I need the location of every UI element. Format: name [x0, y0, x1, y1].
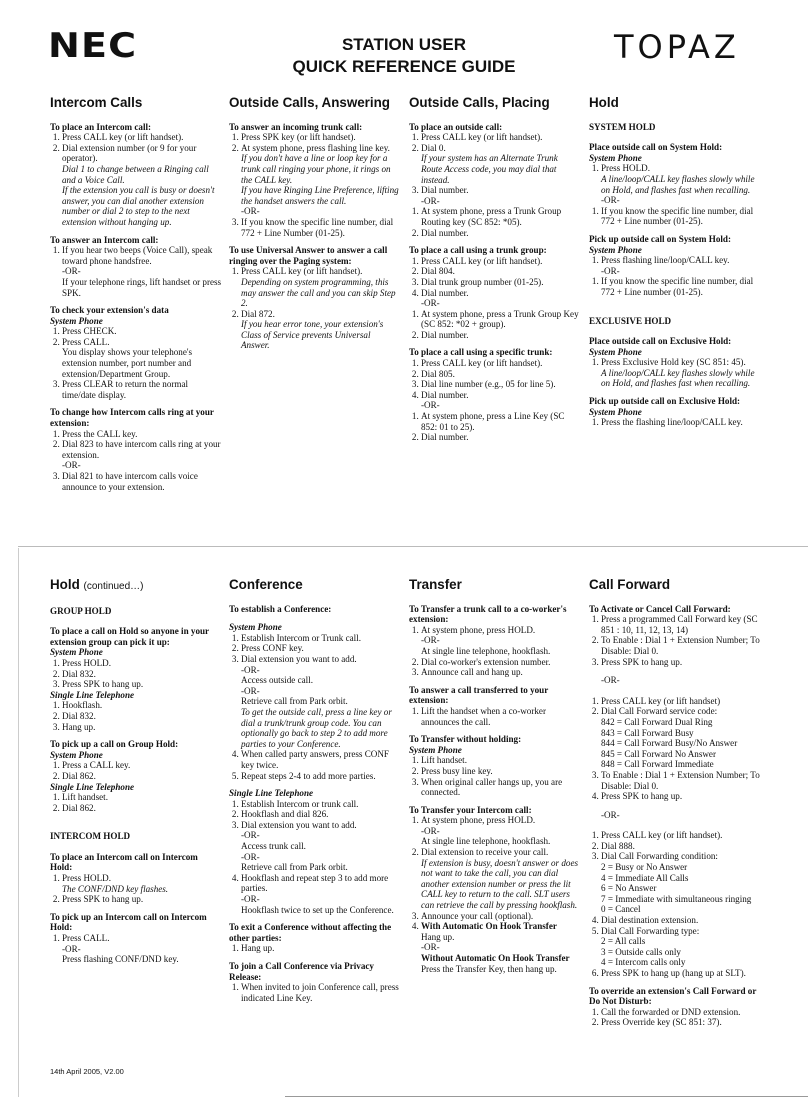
step: 1. Establish Intercom or Trunk call.	[241, 633, 401, 644]
step: 2. Dial 888.	[601, 841, 761, 852]
pickup-system-hold-section	[589, 234, 761, 298]
or-separator: -OR-	[62, 266, 81, 277]
or-separator: -OR-	[421, 400, 440, 411]
step: 3. Press SPK to hang up.	[62, 679, 222, 690]
note: If the extension you call is busy or doesn't answer, you can dial another extension number or dial 2 to step to the next extension without hanging up.	[62, 185, 215, 227]
place-intercom-section	[50, 122, 222, 228]
step: 4. Dial number. -OR-	[421, 288, 581, 309]
step: 2. At system phone, press flashing line key. If you don't have a line or loop key for a trunk call ringing your phone, it rings on the CALL key. If you have Ringing Line Preference, lifting the handset answers the call. -OR-	[241, 143, 401, 217]
step: 2. Dial co-worker's extension number.	[421, 657, 581, 668]
code-line: 842 = Call Forward Dual Ring	[601, 716, 713, 727]
code-line: 6 = No Answer	[601, 883, 657, 894]
step: 2. Dial extension to receive your call. If extension is busy, doesn't answer or does not want to take the call, you can dial another extension number or press the lit CALL key to return to the call. SLT users can retrieve the call by pressing hookflash.	[421, 847, 581, 911]
step: 1. Press CALL key (or lift handset).	[421, 256, 581, 267]
or-separator: -OR-	[421, 942, 440, 953]
step: 3. Dial number. -OR-	[421, 185, 581, 206]
title-line-1: STATION USER	[341, 35, 467, 54]
code-line: 2 = All calls	[601, 936, 646, 947]
transfer-heading: Transfer	[409, 577, 462, 592]
or-separator: -OR-	[421, 825, 440, 836]
trunk-group-section	[409, 245, 581, 340]
step: 4. Press SPK to hang up.	[601, 791, 761, 802]
step: 3. Dial extension you want to add. -OR- Access trunk call. -OR- Retrieve call from Park orbit.	[241, 820, 401, 873]
subsection-label: System Phone	[50, 749, 103, 760]
section-title: To change how Intercom calls ring at your extension:	[50, 407, 214, 429]
page-divider	[18, 546, 808, 547]
or-separator: -OR-	[241, 206, 260, 217]
left-rule	[18, 548, 19, 1097]
step: 3. Announce call and hang up.	[421, 667, 581, 678]
placing-column	[409, 95, 581, 450]
step: 1. When invited to join Conference call, press indicated Line Key.	[241, 982, 401, 1003]
step: 1. If you hear two beeps (Voice Call), speak toward phone handsfree. -OR- If your telephone rings, lift handset or press SPK.	[62, 245, 222, 298]
step: 1. Press HOLD. The CONF/DND key flashes.	[62, 873, 222, 894]
subsection-label: Single Line Telephone	[50, 689, 135, 700]
answer-trunk-section	[229, 122, 401, 239]
answering-heading: Outside Calls, Answering	[229, 95, 390, 110]
topaz-logo: TOPAZ	[614, 28, 740, 66]
step: 2. Dial number.	[421, 228, 581, 239]
step: 2. Dial 823 to have intercom calls ring at your extension. -OR-	[62, 439, 222, 471]
section-title: Place outside call on Exclusive Hold:	[589, 336, 732, 347]
place-system-hold-section	[589, 142, 761, 227]
step: 1. Press SPK key (or lift handset).	[241, 132, 401, 143]
group-hold-label: GROUP HOLD	[50, 605, 112, 616]
subsection-label: System Phone	[409, 744, 462, 755]
code-line: 3 = Outside calls only	[601, 946, 681, 957]
step: 2. Dial 862.	[62, 771, 222, 782]
step-alt: If your telephone rings, lift handset or press SPK.	[62, 276, 222, 298]
transfer-no-hold-section	[409, 734, 581, 798]
step: 1. Press the CALL key.	[62, 429, 222, 440]
or-separator: -OR-	[601, 265, 620, 276]
step: 1. Establish Intercom or trunk call.	[241, 799, 401, 810]
section-title: To answer a call transferred to your extension:	[409, 684, 549, 706]
step: 1. Lift the handset when a co-worker announces the call.	[421, 706, 581, 727]
step: 1. Press CALL key (or lift handset)	[601, 696, 761, 707]
step: 1. Press HOLD.	[62, 658, 222, 669]
activate-forward-section	[589, 604, 761, 979]
note: A line/loop/CALL key flashes slowly while on Hold, and flashes fast when recalling.	[601, 173, 755, 195]
or-separator: -OR-	[241, 851, 260, 862]
subsection-label: System Phone	[50, 315, 103, 326]
section-title: Place outside call on System Hold:	[589, 142, 723, 153]
step: 1. At system phone, press HOLD. -OR- At single line telephone, hookflash.	[421, 815, 581, 847]
step: 2. Dial 804.	[421, 266, 581, 277]
step: 2. Press Override key (SC 851: 37).	[601, 1017, 761, 1028]
step: 3. When original caller hangs up, you are connected.	[421, 777, 581, 798]
answer-intercom-section	[50, 235, 222, 299]
step: 1. Call the forwarded or DND extension.	[601, 1007, 761, 1018]
or-separator: -OR-	[241, 830, 260, 841]
place-group-hold-section	[50, 626, 222, 732]
step: 2. To Enable : Dial 1 + Extension Number; To Disable: Dial 0.	[601, 635, 761, 656]
step: 1. If you know the specific line number, dial 772 + Line number (01-25).	[601, 276, 761, 297]
step: 6. Press SPK to hang up (hang up at SLT).	[601, 968, 761, 979]
or-separator: -OR-	[601, 195, 620, 206]
section-title: To Transfer without holding:	[409, 734, 522, 745]
privacy-release-section	[229, 961, 401, 1003]
or-separator: -OR-	[421, 195, 440, 206]
code-line: 845 = Call Forward No Answer	[601, 748, 716, 759]
step: 1. Press flashing line/loop/CALL key. -OR-	[601, 255, 761, 276]
subsection-label: System Phone	[589, 406, 642, 417]
note: To get the outside call, press a line key or dial a trunk/trunk group code. You can optionally go back to step 2 to add more parties to your Conference.	[241, 706, 392, 749]
call-forward-heading: Call Forward	[589, 577, 671, 592]
or-separator: -OR-	[241, 664, 260, 675]
step-alt: At single line telephone, hookflash.	[421, 836, 551, 847]
section-title: To place a call on Hold so anyone in your extension group can pick it up:	[50, 626, 209, 647]
subsection-label: System Phone	[589, 152, 642, 163]
specific-trunk-section	[409, 347, 581, 442]
note: The CONF/DND key flashes.	[62, 883, 169, 894]
section-title: To place a call using a trunk group:	[409, 245, 547, 256]
section-title: To pick up a call on Group Hold:	[50, 739, 179, 750]
section-title: Pick up outside call on System Hold:	[589, 233, 731, 244]
system-hold-label: SYSTEM HOLD	[589, 121, 656, 132]
override-forward-section	[589, 986, 761, 1028]
subsection-label: System Phone	[589, 346, 642, 357]
step: 3. Press CLEAR to return the normal time/date display.	[62, 379, 222, 400]
subsection-label: System Phone	[589, 244, 642, 255]
step-alt: Hookflash twice to set up the Conference.	[241, 904, 394, 915]
step: 3. If you know the specific line number, dial 772 + Line Number (01-25).	[241, 217, 401, 238]
code-line: 4 = Intercom calls only	[601, 957, 686, 968]
note: If you hear error tone, your extension's Class of Service prevents Universal Answer.	[241, 319, 384, 351]
slt-conference-section	[229, 788, 401, 915]
section-title: To place a call using a specific trunk:	[409, 347, 553, 358]
step: 3. Hang up.	[62, 722, 222, 733]
step-alt: Press flashing CONF/DND key.	[62, 954, 179, 965]
or-separator: -OR-	[601, 675, 620, 686]
intercom-heading: Intercom Calls	[50, 95, 143, 110]
step: 2. Dial Call Forward service code: 842 = Call Forward Dual Ring 843 = Call Forward Busy 844 = Call Forward Busy/No Answer 845 = Call Forward No Answer 848 = Call Forward Immediate	[601, 706, 761, 770]
note: If you have Ringing Line Preference, lifting the handset answers the call.	[241, 185, 399, 206]
subsection-label: Single Line Telephone	[229, 788, 314, 799]
code-line: 848 = Call Forward Immediate	[601, 759, 714, 770]
step: 1. Press CALL key (or lift handset).	[601, 830, 761, 841]
section-title: To answer an incoming trunk call:	[229, 121, 363, 132]
placing-heading: Outside Calls, Placing	[409, 95, 550, 110]
conference-heading: Conference	[229, 577, 303, 592]
establish-conference-section	[229, 604, 401, 782]
step: 4. Hookflash and repeat step 3 to add more parties. -OR- Hookflash twice to set up the Conference.	[241, 873, 401, 915]
section-title: To use Universal Answer to answer a call ringing over the Paging system:	[229, 245, 388, 266]
step: 1. If you know the specific line number, dial 772 + Line number (01-25).	[601, 206, 761, 227]
code-line: 2 = Busy or No Answer	[601, 862, 688, 873]
step: 2. Dial 0. If your system has an Alternate Trunk Route Access code, you may dial that instead.	[421, 143, 581, 185]
step: 2. Dial 832.	[62, 669, 222, 680]
or-separator: -OR-	[241, 894, 260, 905]
step-alt: Retrieve call from Park orbit.	[241, 862, 348, 873]
step: 4. Dial destination extension.	[601, 915, 761, 926]
note: Dial 1 to change between a Ringing call and a Voice Call.	[62, 163, 209, 185]
check-extension-section	[50, 305, 222, 400]
step: 3. Dial extension you want to add. -OR- Access outside call. -OR- Retrieve call from Park orbit. To get the outside call, press a line key or dial a trunk/trunk group code. You can optionally go back to step 2 to add more parties to your Conference.	[241, 654, 401, 749]
hold-continued-heading: Hold (continued…)	[50, 577, 144, 592]
step: 1. Press a CALL key.	[62, 760, 222, 771]
step: 2. Hookflash and dial 826.	[241, 809, 401, 820]
subsection-label: Single Line Telephone	[50, 781, 135, 792]
step: 1. At system phone, press a Trunk Group Routing key (SC 852: *05).	[421, 206, 581, 227]
hold-column	[589, 95, 761, 435]
step: 3. Press SPK to hang up.	[601, 657, 761, 668]
or-separator: -OR-	[421, 298, 440, 309]
section-title: To place an Intercom call on Intercom Hold:	[50, 851, 198, 873]
transfer-column	[409, 577, 581, 981]
section-title: To join a Call Conference via Privacy Release:	[229, 961, 374, 982]
call-forward-column	[589, 577, 761, 1035]
step: 2. Dial 805.	[421, 369, 581, 380]
section-title: To Transfer your Intercom call:	[409, 804, 532, 815]
code-line: 7 = Immediate with simultaneous ringing	[601, 893, 752, 904]
step: 1. At system phone, press HOLD. -OR- At single line telephone, hookflash.	[421, 625, 581, 657]
section-title: To place an outside call:	[409, 121, 503, 132]
step: 1. Press HOLD. A line/loop/CALL key flashes slowly while on Hold, and flashes fast when recalling. -OR-	[601, 163, 761, 205]
transfer-intercom-section	[409, 805, 581, 975]
step: 1. Press the flashing line/loop/CALL key.	[601, 417, 761, 428]
pickup-intercom-hold-section	[50, 912, 222, 965]
place-intercom-hold-section	[50, 852, 222, 905]
section-title: To override an extension's Call Forward or Do Not Disturb:	[589, 985, 757, 1007]
change-ring-section	[50, 407, 222, 492]
continued-label: (continued…)	[83, 581, 144, 592]
note: Depending on system programming, this may answer the call and you can skip Step 2.	[241, 276, 396, 309]
code-line: 0 = Cancel	[601, 904, 641, 915]
step: 2. Press CONF key.	[241, 643, 401, 654]
place-exclusive-hold-section	[589, 336, 761, 389]
step: 3. Dial 821 to have intercom calls voice announce to your extension.	[62, 471, 222, 492]
or-separator: -OR-	[601, 809, 620, 820]
step: 1. Press CALL. -OR- Press flashing CONF/DND key.	[62, 933, 222, 965]
step-alt: Access trunk call.	[241, 841, 306, 852]
code-line: 4 = Immediate All Calls	[601, 872, 689, 883]
step: 5. Dial Call Forwarding type: 2 = All calls 3 = Outside calls only 4 = Intercom calls only	[601, 926, 761, 968]
step: 2. Dial number.	[421, 432, 581, 443]
exit-conference-section	[229, 922, 401, 954]
section-title: To exit a Conference without affecting the other parties:	[229, 922, 392, 943]
version-date: 14th April 2005, V2.00	[50, 1067, 124, 1076]
step: 1. At system phone, press a Trunk Group Key (SC 852: *02 + group).	[421, 309, 581, 330]
step: 2. Dial 862.	[62, 803, 222, 814]
step: 1. Hang up.	[241, 943, 401, 954]
answering-column	[229, 95, 401, 358]
section-title: To check your extension's data	[50, 305, 169, 316]
or-separator: -OR-	[62, 943, 81, 954]
step: 2. Dial 872. If you hear error tone, your extension's Class of Service prevents Universal Answer.	[241, 309, 401, 351]
pickup-group-hold-section	[50, 739, 222, 813]
nec-logo: NEC	[48, 26, 138, 66]
note: If you don't have a line or loop key for a trunk call ringing your phone, it rings on the CALL key.	[241, 153, 391, 185]
step: 1. Press CALL key (or lift handset). Depending on system programming, this may answer the call and you can skip Step 2.	[241, 266, 401, 308]
step: 3. To Enable : Dial 1 + Extension Number; To Disable: Dial 0.	[601, 770, 761, 791]
step-alt: Hang up.	[421, 931, 455, 942]
step: 3. Dial Call Forwarding condition: 2 = Busy or No Answer 4 = Immediate All Calls 6 = No Answer 7 = Immediate with simultaneous ringing 0 = Cancel	[601, 851, 761, 915]
place-outside-section	[409, 122, 581, 239]
step: 4. Dial number. -OR-	[421, 390, 581, 411]
section-title: To Activate or Cancel Call Forward:	[589, 603, 731, 614]
pickup-exclusive-hold-section	[589, 396, 761, 428]
or-separator: -OR-	[62, 460, 81, 471]
section-title: To establish a Conference:	[229, 603, 332, 614]
step: 1. Press CHECK.	[62, 326, 222, 337]
step: 2. Dial 832.	[62, 711, 222, 722]
step: 1. Press Exclusive Hold key (SC 851: 45). A line/loop/CALL key flashes slowly while on Hold, and flashes fast when recalling.	[601, 357, 761, 389]
note: A line/loop/CALL key flashes slowly while on Hold, and flashes fast when recalling.	[601, 367, 755, 389]
code-line: 844 = Call Forward Busy/No Answer	[601, 738, 738, 749]
hold-heading: Hold	[589, 95, 619, 110]
section-title: To place an Intercom call:	[50, 121, 152, 132]
step: 3. Dial trunk group number (01-25).	[421, 277, 581, 288]
step-alt: Without Automatic On Hook Transfer	[421, 953, 570, 963]
step: 4. With Automatic On Hook Transfer Hang up. -OR- Without Automatic On Hook Transfer Press the Transfer Key, then hang up.	[421, 921, 581, 974]
step: 3. Announce your call (optional).	[421, 911, 581, 922]
code-line: 843 = Call Forward Busy	[601, 727, 694, 738]
note: If your system has an Alternate Trunk Route Access code, you may dial that instead.	[421, 153, 558, 185]
step: 2. Press SPK to hang up.	[62, 894, 222, 905]
section-title: To pick up an Intercom call on Intercom Hold:	[50, 911, 207, 933]
note: You display shows your telephone's extension number, port number and extension/Department Group.	[62, 347, 193, 379]
hold-continued-column	[50, 577, 222, 972]
step: 4. When called party answers, press CONF key twice.	[241, 749, 401, 770]
universal-answer-section	[229, 245, 401, 351]
title-line-2: QUICK REFERENCE GUIDE	[292, 57, 516, 76]
section-title: Pick up outside call on Exclusive Hold:	[589, 396, 741, 407]
transfer-trunk-section	[409, 604, 581, 678]
step: 1. Lift handset.	[62, 792, 222, 803]
step: 2. Press busy line key.	[421, 766, 581, 777]
step: 1. Press a programmed Call Forward key (SC 851 : 10, 11, 12, 13, 14)	[601, 614, 761, 635]
step: 1. Press CALL key (or lift handset).	[421, 358, 581, 369]
or-separator: -OR-	[421, 635, 440, 646]
exclusive-hold-label: EXCLUSIVE HOLD	[589, 315, 672, 326]
step-alt: Retrieve call from Park orbit.	[241, 696, 348, 707]
section-title: To answer an Intercom call:	[50, 234, 159, 245]
note: If extension is busy, doesn't answer or does not want to take the call, you can dial another extension number or press the lit CALL key to return to the call. SLT users can retrieve the call by pressing hookflash.	[421, 857, 579, 911]
step: 2. Dial extension number (or 9 for your operator). Dial 1 to change between a Ringing call and a Voice Call. If the extension you call is busy or doesn't answer, you can dial another extension number or dial 2 to step to the next extension without hanging up.	[62, 143, 222, 228]
step-alt: Access outside call.	[241, 675, 313, 686]
step: 1. Press CALL key (or lift handset).	[62, 132, 222, 143]
section-title: To Transfer a trunk call to a co-worker's extension:	[409, 603, 567, 625]
step: 2. Press CALL. You display shows your telephone's extension number, port number and extension/Department Group.	[62, 337, 222, 379]
step-alt: Press the Transfer Key, then hang up.	[421, 963, 557, 974]
subsection-label: System Phone	[50, 647, 103, 658]
intercom-hold-label: INTERCOM HOLD	[50, 831, 131, 842]
conference-column	[229, 577, 401, 1010]
step-alt: At single line telephone, hookflash.	[421, 645, 551, 656]
or-separator: -OR-	[241, 685, 260, 696]
step: 1. Hookflash.	[62, 700, 222, 711]
subsection-label: System Phone	[229, 622, 282, 633]
step: 3. Dial line number (e.g., 05 for line 5).	[421, 379, 581, 390]
step: 1. At system phone, press a Line Key (SC 852: 01 to 25).	[421, 411, 581, 432]
step: 1. Lift handset.	[421, 755, 581, 766]
step: 1. Press CALL key (or lift handset).	[421, 132, 581, 143]
step: 2. Dial number.	[421, 330, 581, 341]
step: 5. Repeat steps 2-4 to add more parties.	[241, 771, 401, 782]
intercom-calls-column	[50, 95, 222, 499]
answer-transfer-section	[409, 685, 581, 727]
